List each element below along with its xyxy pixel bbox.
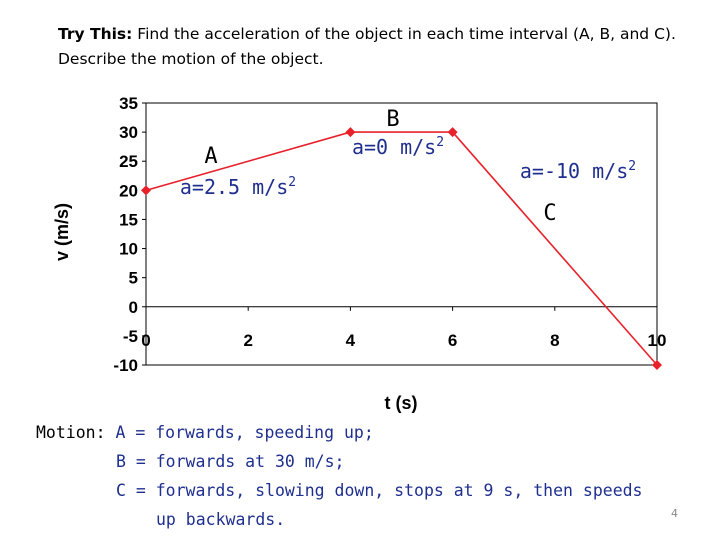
page-number: 4 — [671, 507, 678, 520]
annotation-b-label: B — [386, 107, 400, 132]
x-tick-label: 8 — [550, 330, 560, 350]
prompt-lead: Try This: — [58, 25, 133, 43]
y-tick-label: 20 — [119, 181, 138, 201]
motion-title: Motion: — [36, 423, 106, 442]
x-tick-label: 0 — [141, 330, 151, 350]
x-tick-label: 4 — [345, 330, 356, 350]
annotation-a-accel: a=2.5 $m/s^2$ — [179, 175, 297, 199]
y-tick-label: 35 — [119, 94, 138, 113]
y-tick-label: 0 — [128, 297, 138, 317]
annotation-a-label: A — [204, 144, 218, 169]
motion-description — [36, 418, 676, 534]
x-tick-label: 2 — [243, 330, 253, 350]
y-tick-label: -5 — [122, 326, 138, 346]
y-tick-label: 15 — [119, 210, 138, 230]
annotation-c-label: C — [543, 201, 557, 226]
y-axis-label: v (m/s) — [52, 202, 72, 262]
prompt-text: Find the acceleration of the object in each time interval (A, B, and C). Describe the motion of the object. — [58, 25, 676, 68]
y-tick-label: 10 — [119, 239, 138, 259]
y-tick-label: -10 — [113, 356, 138, 375]
x-tick-label: 10 — [647, 330, 667, 350]
y-tick-label: 5 — [128, 268, 138, 288]
y-tick-label: 25 — [119, 152, 138, 172]
annotation-b-accel: a=0 $m/s^2$ — [351, 135, 445, 159]
y-tick-label: 30 — [119, 123, 138, 143]
annotation-c-accel: a=-10 $m/s^2$ — [519, 159, 637, 183]
motion-b: B = forwards at 30 m/s; — [116, 452, 345, 471]
x-axis-label: t (s) — [384, 393, 418, 413]
motion-c-line1: C = forwards, slowing down, stops at 9 s, then speeds — [116, 481, 643, 500]
data-point — [141, 185, 151, 195]
motion-c-line2: up backwards. — [156, 510, 286, 529]
x-tick-label: 6 — [447, 330, 458, 350]
motion-line-a — [36, 418, 676, 447]
motion-a: A = forwards, speeding up; — [115, 423, 374, 442]
